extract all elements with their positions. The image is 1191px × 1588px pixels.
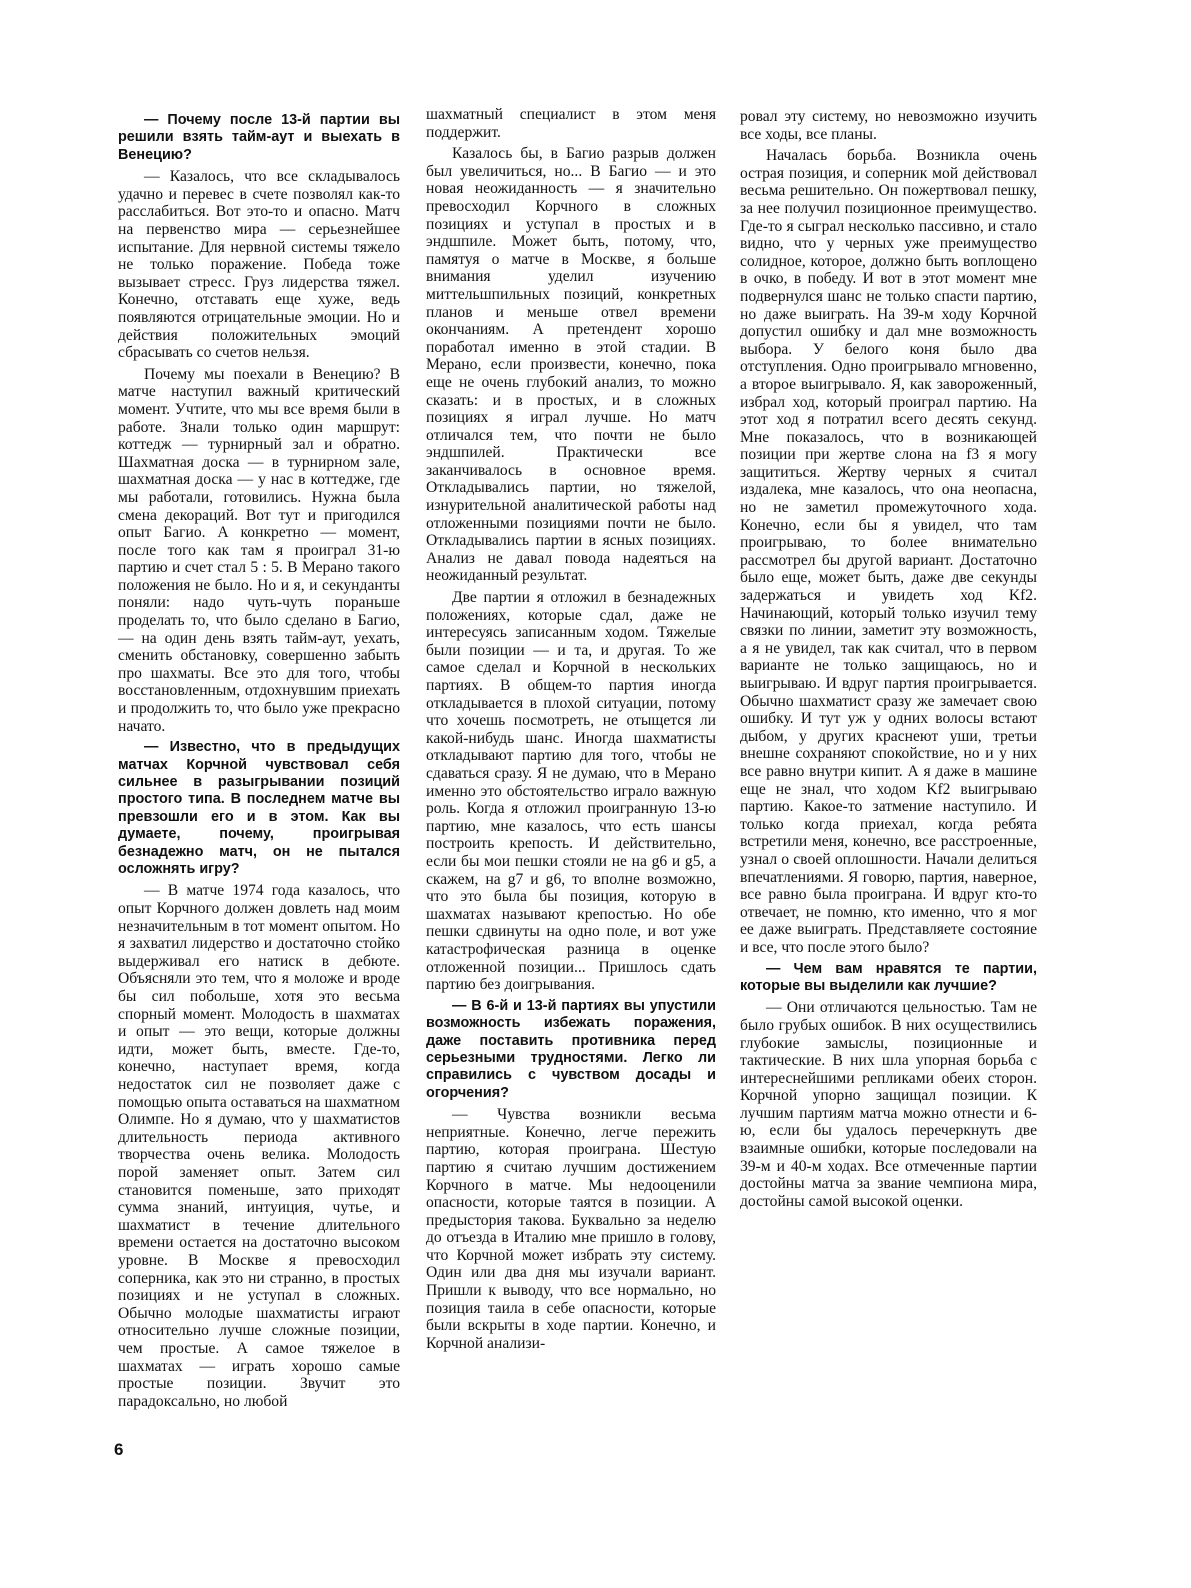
paragraph-continued: шахматный специалист в этом меня поддержит. [426, 106, 716, 141]
paragraph: Две партии я отложил в безнадежных положениях, которые сдал, даже не интересуясь записанным ходом. Тяжелые были позиции — и та, и другая. То же самое сделал и Корчной в нескольких партиях. В общем-то партия иногда откладывается в плохой ситуации, потому что хочешь посмотреть, не отыщется ли какой-нибудь шанс. Иногда шахматисты откладывают партию для того, чтобы не сдаваться сразу. Я не думаю, что в Мерано именно это обстоятельство играло важную роль. Когда я отложил проигранную 13-ю партию, мне казалось, что есть шансы построить крепость. И действительно, если бы мои пешки стояли не на g6 и g5, а скажем, на g7 и g6, то вполне возможно, что это была бы позиция, которую в шахматах называют крепостью. Но обе пешки сдвинуты на одно поле, и вот уже катастрофическая разница в оценке отложенной позиции... Пришлось сдать партию без доигрывания. [426, 589, 716, 994]
paragraph: Почему мы поехали в Венецию? В матче наступил важный критический момент. Учтите, что мы все время были в работе. Знали только один маршрут: коттедж — турнирный зал и обратно. Шахматная доска — в турнирном зале, шахматная доска — у нас в коттедже, где мы работали, готовились. Нужна была смена декораций. Вот тут и пригодился опыт Багио. А конкретно — момент, после того как там я проиграл 31-ю партию и счет стал 5 : 5. В Мерано такого положения не было. Но и я, и секунданты поняли: надо чуть-чуть пораньше проделать то, что было сделано в Багио, — на один день взять тайм-аут, уехать, сменить обстановку, совершенно забыть про шахматы. Все это для того, чтобы восстановленным, отдохнувшим приехать и продолжить то, что было уже прекрасно начато. [118, 365, 400, 735]
page-number: 6 [114, 1440, 124, 1459]
interview-question: — В 6-й и 13-й партиях вы упустили возможность избежать поражения, даже поставить противника перед серьезными трудностями. Легко ли справились с чувством досады и огорчения? [426, 997, 716, 1101]
paragraph: Казалось бы, в Багио разрыв должен был увеличиться, но... В Багио — и это новая неожиданность — я значительно превосходил Корчного в сложных позициях и уступал в простых и в эндшпиле. Может быть, потому, что, памятуя о матче в Москве, я больше внимания уделил изучению миттельшпильных позиций, конкретных планов и меньше отвел времени окончаниям. А претендент хорошо поработал именно в этой стадии. В Мерано, если произвести, конечно, пока еще не очень глубокий анализ, то можно сказать: и в простых, и в сложных позициях я играл лучше. Но матч отличался тем, что почти не было эндшпилей. Практически все заканчивалось в основное время. Откладывались партии, но тяжелой, изнурительной аналитической работы над отложенными позициями почти не было. Откладывались партии в ясных позициях. Анализ не давал повода надеяться на неожиданный результат. [426, 145, 716, 585]
interview-question: — Почему после 13-й партии вы решили взять тайм-аут и выехать в Венецию? [118, 112, 400, 163]
interview-question: — Чем вам нравятся те партии, которые вы выделили как лучшие? [740, 960, 1037, 994]
text-column-3 [740, 108, 1037, 1214]
paragraph-continued: ровал эту систему, но невозможно изучить все ходы, все планы. [740, 108, 1037, 143]
paragraph: — Казалось, что все складывалось удачно и перевес в счете позволял как-то расслабиться. Вот это-то и опасно. Матч на первенство мира — серьезнейшее испытание. Для нервной системы тяжело не только поражение. Победа тоже вызывает стресс. Груз лидерства тяжел. Конечно, отставать еще хуже, ведь появляются отрицательные эмоции. Но и действия положительных эмоций сбрасывать со счетов нельзя. [118, 168, 400, 362]
interview-question: — Известно, что в предыдущих матчах Корчной чувствовал себя сильнее в разыгрывании позиций простого типа. В последнем матче вы превзошли его и в этом. Как вы думаете, почему, проигрывая безнадежно матч, он не пытался осложнять игру? [118, 739, 400, 878]
paragraph: — В матче 1974 года казалось, что опыт Корчного должен довлеть над моим незначительным в тот момент опытом. Но я захватил лидерство и достаточно стойко выдерживал его натиск в дебюте. Объясняли это тем, что я моложе и вроде бы сил побольше, хотя это весьма спорный момент. Молодость в шахматах и опыт — это вещи, которые должны идти, может быть, вместе. Где-то, конечно, наступает время, когда недостаток сил не позволяет даже с помощью опыта оставаться на шахматном Олимпе. Но я думаю, что у шахматистов длительность периода активного творчества очень велика. Молодость порой заменяет опыт. Затем сил становится поменьше, зато приходят сумма знаний, интуиция, чутье, и шахматист в течение длительного времени остается на достаточно высоком уровне. В Москве я превосходил соперника, как это ни странно, в простых позициях и не уступал в сложных. Обычно молодые шахматисты играют относительно лучше сложные позиции, чем простые. А самое тяжелое в шахматах — играть хорошо самые простые позиции. Звучит это парадоксально, но любой [118, 882, 400, 1410]
paragraph: Началась борьба. Возникла очень острая позиция, и соперник мой действовал весьма решительно. Он пожертвовал пешку, за нее получил позиционное преимущество. Где-то я сыграл несколько пассивно, и стало видно, что у черных уже преимущество солидное, которое, должно быть воплощено в очко, в победу. И вот в этот момент мне подвернулся шанс не только спасти партию, но даже выиграть. На 39-м ходу Корчной допустил ошибку и дал мне возможность выбора. У белого коня было два отступления. Одно проигрывало мгновенно, а второе выигрывало. Я, как завороженный, избрал ход, который проиграл партию. На этот ход я потратил всего десять секунд. Мне показалось, что в возникающей позиции при жертве слона на f3 я могу защититься. Жертву черных я считал издалека, мне казалось, что она неопасна, но не заметил промежуточного хода. Конечно, если бы я увидел, что там проигрываю, то более внимательно рассмотрел бы другой вариант. Достаточно было еще, может быть, даже две секунды задержаться и увидеть ход Kf2. Начинающий, который только изучил тему связки по линии, заметит эту возможность, а я не увидел, так как считал, что в первом варианте не только защищаюсь, но и выигрываю. И вдруг партия проигрывается. Обычно шахматист сразу же замечает свою ошибку. И тут уж у одних волосы встают дыбом, у других краснеют уши, третьи внешне сохраняют спокойствие, но и у них все равно внутри кипит. А я даже в машине еще не знал, что ходом Kf2 выигрываю партию. Какое-то затмение наступило. И только когда приехал, когда ребята встретили меня, конечно, все расстроенные, узнал о своей оплошности. Начали делиться впечатлениями. Я говорю, партия, наверное, все равно была проиграна. И вдруг кто-то отвечает, не помню, кто именно, что я мог ее даже выиграть. Представляете состояние и все, что после этого было? [740, 147, 1037, 956]
paragraph: — Они отличаются цельностью. Там не было грубых ошибок. В них осуществились глубокие замыслы, позиционные и тактические. В них шла упорная борьба с интереснейшими репликами обеих сторон. Корчной упорно защищал позиции. К лучшим партиям матча можно отнести и 6-ю, если бы удалось перечеркнуть две взаимные ошибки, которые последовали на 39-м и 40-м ходах. Все отмеченные партии достойны матча за звание чемпиона мира, достойны самой высокой оценки. [740, 999, 1037, 1210]
text-column-1 [118, 112, 400, 1414]
paragraph: — Чувства возникли весьма неприятные. Конечно, легче пережить партию, которая проиграна. Шестую партию я считаю лучшим достижением Корчного в матче. Мы недооценили опасности, которые таятся в позиции. А предыстория такова. Буквально за неделю до отъезда в Италию мне пришло в голову, что Корчной может избрать эту систему. Один или два дня мы изучали вариант. Пришли к выводу, что все нормально, но позиция таила в себе опасности, которые были вскрыты в ходе партии. Конечно, и Корчной анализи- [426, 1106, 716, 1352]
text-column-2 [426, 106, 716, 1356]
